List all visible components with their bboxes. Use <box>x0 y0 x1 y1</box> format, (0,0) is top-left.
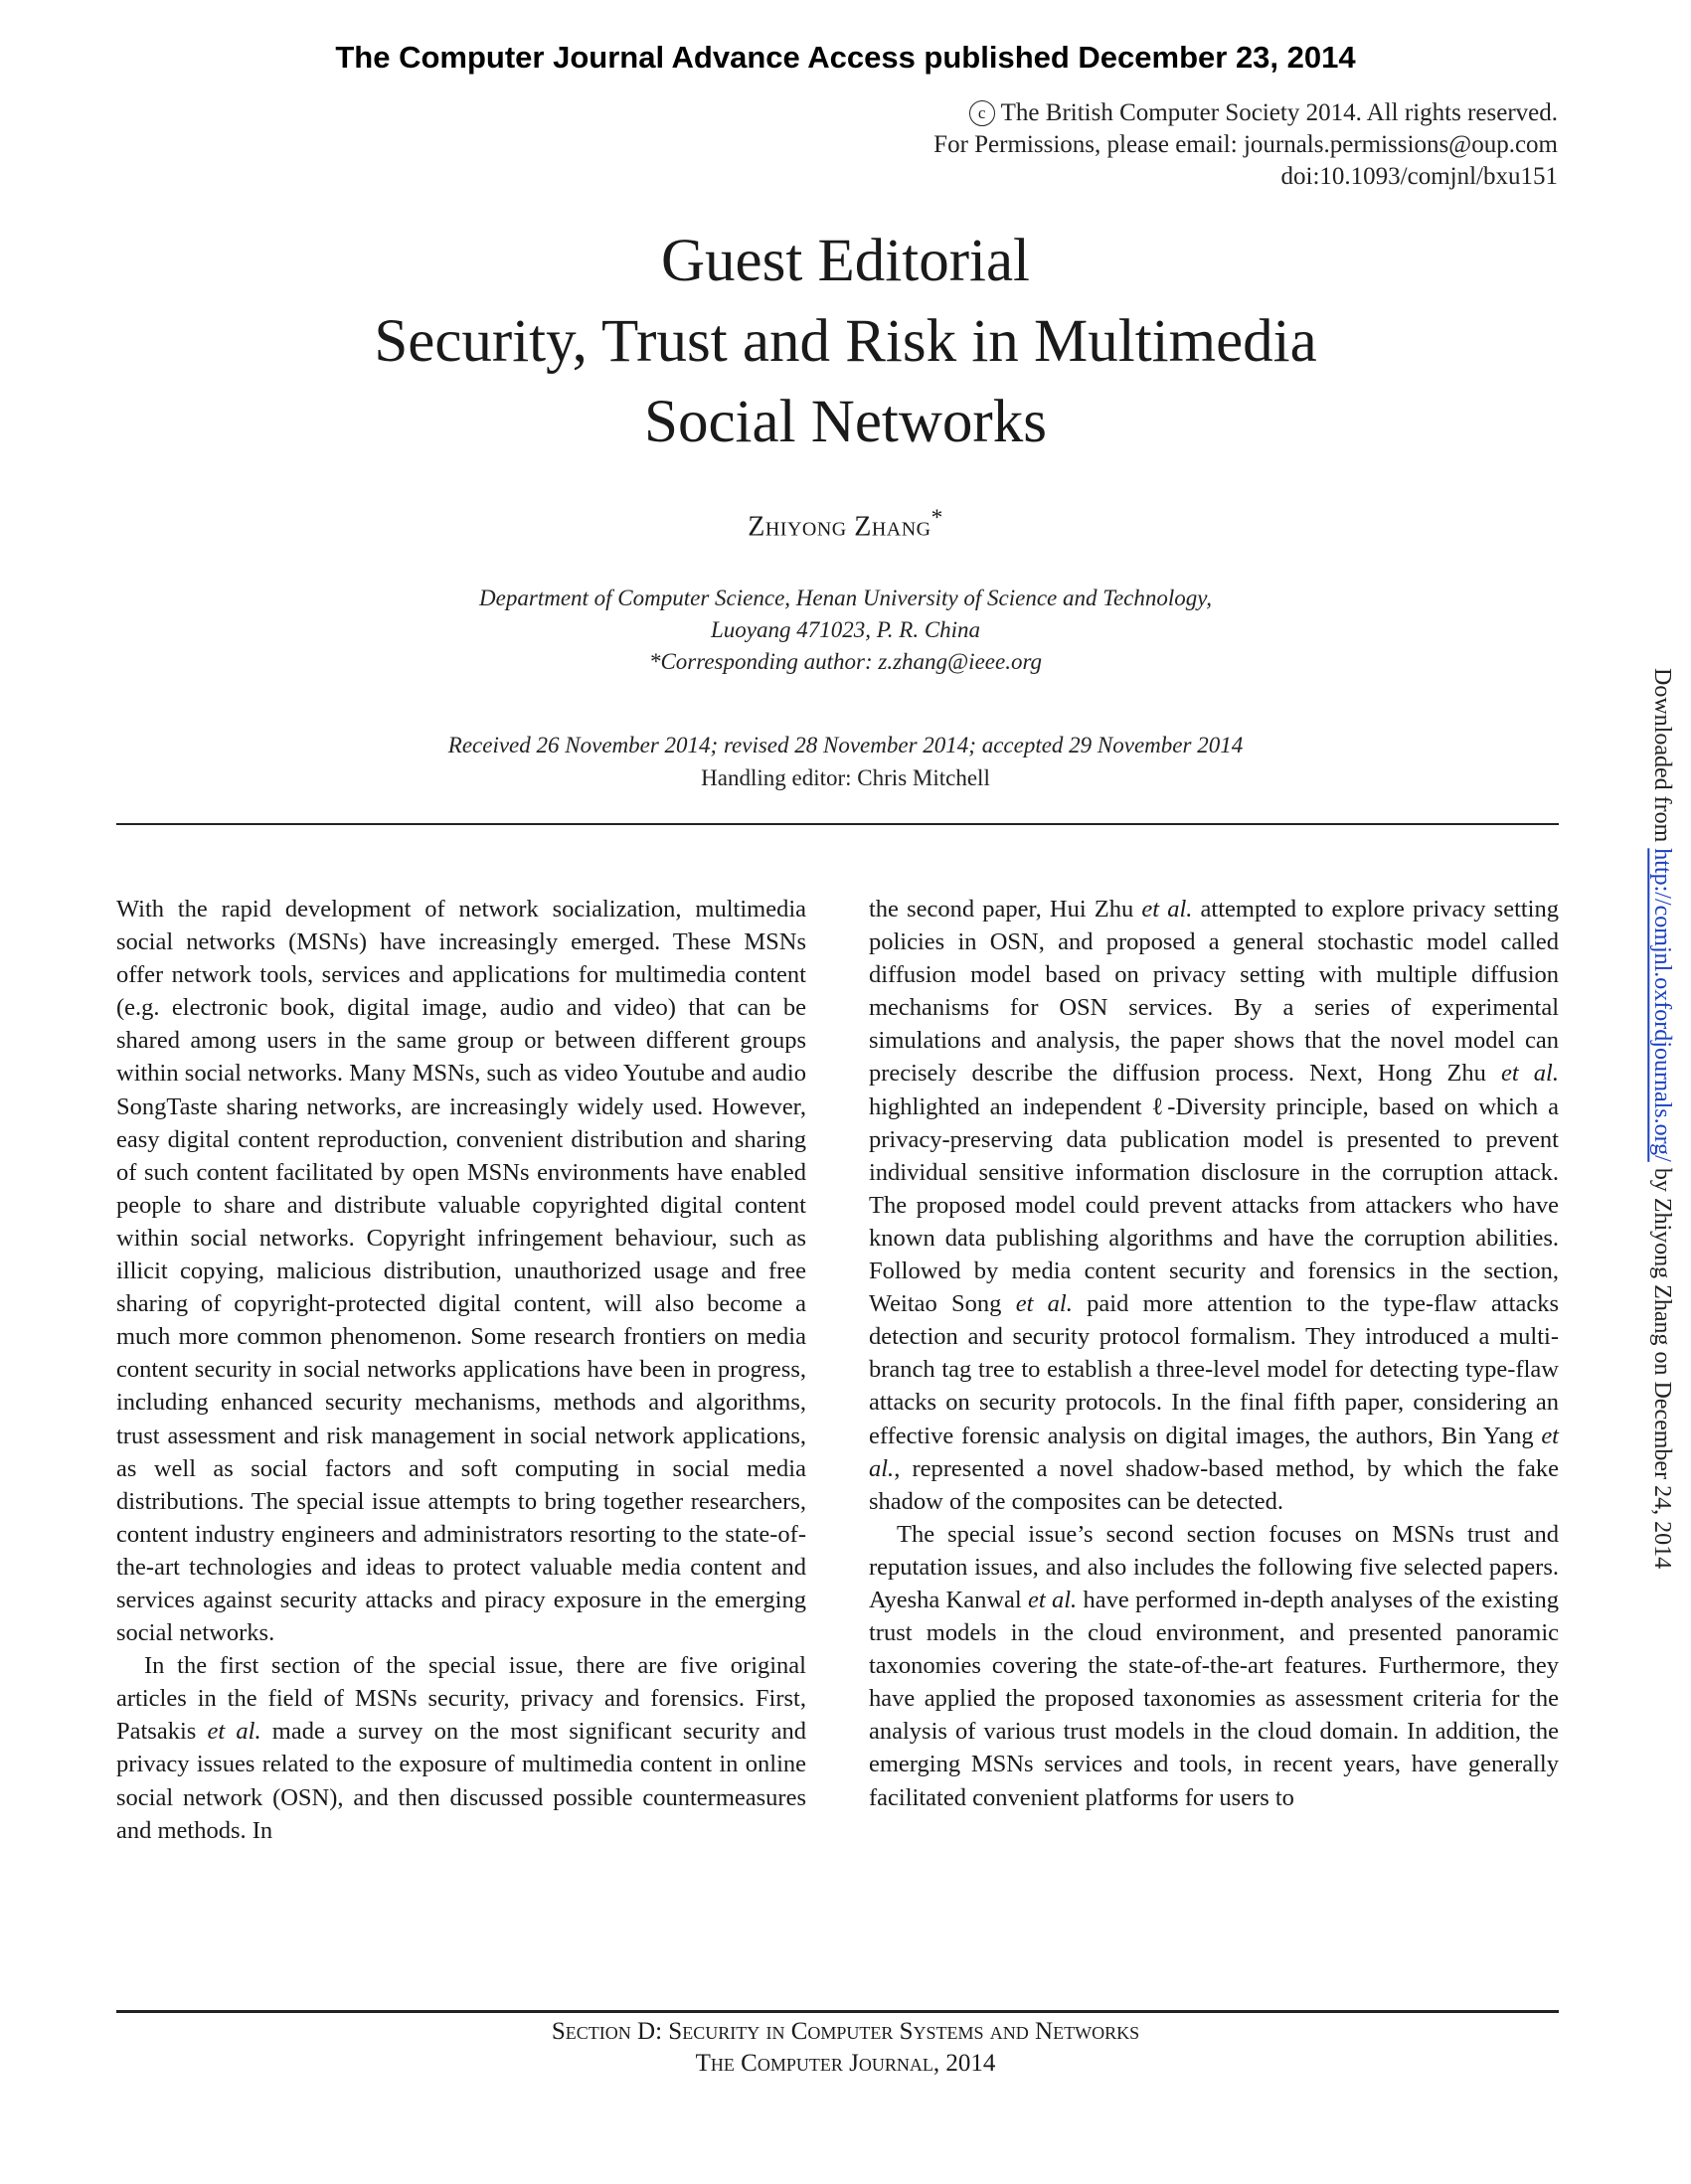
text-run: have performed in-depth analyses of the existing trust models in the cloud environment, and presented panoramic taxonomies covering the state-of-the-art features. Furthermore, they have applied the proposed taxonomies as assessment criteria for the analysis of various trust models in the cloud domain. In addition, the emerging MSNs services and tools, in recent years, have generally facilitated convenient platforms for users to <box>869 1586 1559 1811</box>
paragraph: With the rapid development of network socialization, multimedia social networks (MSNs) have increasingly emerged. These MSNs offer network tools, services and applications for multimedia content (e.g. electronic book, digital image, audio and video) that can be shared among users in the same group or between different groups within social networks. Many MSNs, such as video Youtube and audio SongTaste sharing networks, are increasingly widely used. However, easy digital content reproduction, convenient distribution and sharing of such content facilitated by open MSNs environments have enabled people to share and distribute valuable copyrighted digital content within social networks. Copyright infringement behaviour, such as illicit copying, malicious distribution, unauthorized usage and free sharing of copyright-protected digital content, will also become a much more common phenomenon. Some research frontiers on media content security in social networks applications have been in progress, including enhanced security mechanisms, methods and algorithms, trust assessment and risk management in social network applications, as well as social factors and soft computing in social media distributions. The special issue attempts to bring together researchers, content industry engineers and administrators resorting to the state-of-the-art technologies and ideas to protect valuable media content and services against security attacks and piracy exposure in the emerging social networks. <box>116 896 806 1647</box>
paragraph <box>869 1518 1559 1814</box>
text-run: highlighted an independent ℓ-Diversity principle, based on which a privacy-preserving data publication model is presented to prevent individual sensitive information disclosure in the corruption attack. The proposed model could prevent attacks from attackers who have known data publishing algorithms and have the corruption abilities. Followed by media content security and forensics in the section, Weitao Song <box>869 1092 1559 1318</box>
paragraph <box>869 893 1559 1518</box>
left-column <box>116 893 806 1847</box>
section-name: Section D: Security in Computer Systems and Networks <box>551 2018 1140 2045</box>
title-line-3: Social Networks <box>644 389 1047 455</box>
corresponding-author: *Corresponding author: z.zhang@ieee.org <box>648 649 1043 674</box>
doi-line: doi:10.1093/comjnl/bxu151 <box>1280 163 1558 190</box>
watermark-prefix: Downloaded from <box>1649 668 1675 849</box>
affiliation-line-1: Department of Computer Science, Henan University of Science and Technology, <box>479 586 1212 610</box>
handling-editor: Handling editor: Chris Mitchell <box>701 765 990 790</box>
et-al: et al. <box>1501 1060 1559 1088</box>
right-column <box>869 893 1559 1814</box>
copyright-text: The British Computer Society 2014. All rights reserved. <box>1000 99 1558 126</box>
text-run: The special issue’s second section focuses on MSNs trust and reputation issues, and also includes the following five selected papers. Ayesha Kanwal <box>869 1520 1559 1613</box>
journal-name: The Computer Journal, 2014 <box>695 2050 996 2077</box>
footer-divider <box>116 2010 1559 2013</box>
page-footer <box>0 2016 1691 2080</box>
et-al: et al. <box>869 1422 1559 1482</box>
text-run: In the first section of the special issue, there are five original articles in the field of MSNs security, privacy and forensics. First, Patsakis <box>116 1652 806 1746</box>
paragraph <box>116 1649 806 1847</box>
et-al: et al. <box>207 1718 261 1746</box>
text-run: , represented a novel shadow-based method, by which the fake shadow of the composites can be detected. <box>869 1454 1559 1515</box>
affiliation <box>0 583 1691 678</box>
text-run: the second paper, Hui Zhu <box>869 896 1142 923</box>
text-run: attempted to explore privacy setting policies in OSN, and proposed a general stochastic model called diffusion model based on privacy setting with multiple diffusion mechanisms for OSN services. By a series of experimental simulations and analysis, the paper shows that the novel model can precisely describe the diffusion process. Next, Hong Zhu <box>869 896 1559 1088</box>
header-divider <box>116 823 1559 825</box>
watermark-suffix: by Zhiyong Zhang on December 24, 2014 <box>1649 1161 1675 1570</box>
title-line-1: Guest Editorial <box>660 228 1030 294</box>
et-al: et al. <box>1028 1586 1078 1613</box>
text-run: made a survey on the most significant security and privacy issues related to the exposure of multimedia content in online social network (OSN), and then discussed possible countermeasures and methods. In <box>116 1718 806 1844</box>
copyright-block <box>933 97 1558 193</box>
author-name: Zhiyong Zhang <box>748 511 931 543</box>
article-title <box>0 221 1691 462</box>
text-run: paid more attention to the type-flaw attacks detection and security protocol formalism. They introduced a multi-branch tag tree to establish a three-level model for detecting type-flaw attacks on security protocols. In the final fifth paper, considering an effective forensic analysis on digital images, the authors, Bin Yang <box>869 1290 1559 1449</box>
et-al: et al. <box>1141 896 1193 923</box>
permissions-line: For Permissions, please email: journals.permissions@oup.com <box>933 131 1558 158</box>
received-dates: Received 26 November 2014; revised 28 November 2014; accepted 29 November 2014 <box>447 733 1244 757</box>
download-watermark <box>1648 668 1675 1569</box>
copyright-line <box>933 97 1558 129</box>
article-history <box>0 729 1691 794</box>
journal-link[interactable]: http://comjnl.oxfordjournals.org/ <box>1649 848 1675 1162</box>
et-al: et al. <box>1015 1290 1073 1318</box>
title-line-2: Security, Trust and Risk in Multimedia <box>374 308 1317 375</box>
copyright-icon: c <box>969 100 995 126</box>
journal-banner: The Computer Journal Advance Access published December 23, 2014 <box>335 40 1356 75</box>
author-line <box>0 505 1691 543</box>
corresponding-mark: * <box>930 505 943 531</box>
affiliation-line-2: Luoyang 471023, P. R. China <box>710 617 981 642</box>
